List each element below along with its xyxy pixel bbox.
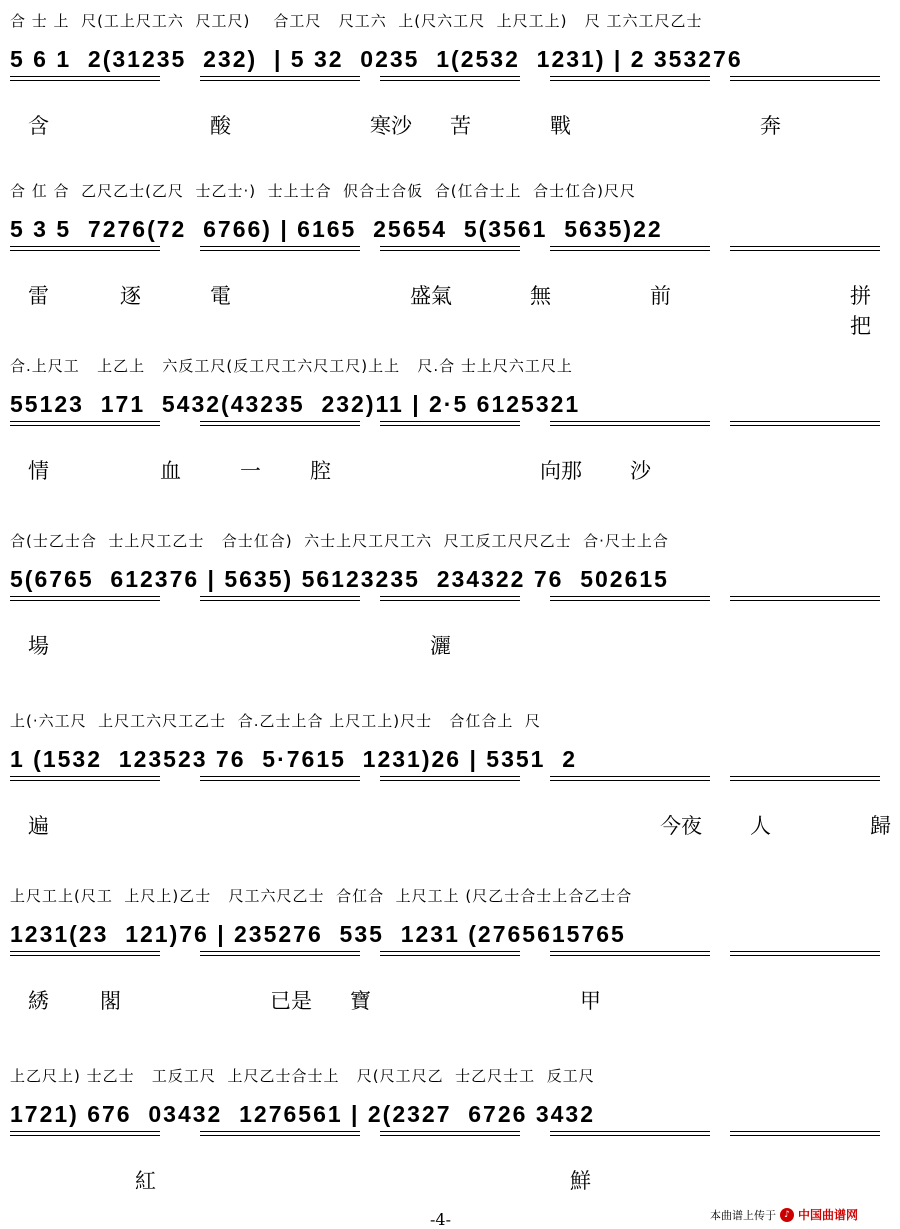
beam [380, 246, 520, 247]
beam [730, 421, 880, 422]
beam [10, 76, 160, 77]
beam [200, 421, 360, 422]
beam [380, 76, 520, 77]
lyric-syllable: 雷 [28, 284, 49, 308]
beam [10, 1135, 160, 1136]
beam [380, 425, 520, 426]
beam [550, 780, 710, 781]
site-logo-icon: ♪ [780, 1208, 794, 1222]
lyric-syllable: 已是 [270, 989, 312, 1013]
gongche-notation-line: 上尺工上(尺工 上尺上)乙士 尺工六尺乙士 合仜合 上尺工上 (尺乙士合士上合乙士合 [10, 887, 633, 905]
beam [550, 425, 710, 426]
jianpu-notation-line: 1231(23 121)76 | 235276 535 1231 (2765615765 [10, 921, 626, 947]
beam [550, 76, 710, 77]
beam [380, 600, 520, 601]
score-system [0, 710, 900, 860]
beam [10, 1131, 160, 1132]
lyric-syllable: 拼把 [850, 284, 871, 338]
beam [10, 425, 160, 426]
beam [380, 596, 520, 597]
lyric-syllable: 前 [650, 284, 671, 308]
gongche-notation-line: 合(士乙士合 士上尺工乙士 合士仜合) 六士上尺工尺工六 尺工反工尺尺乙士 合·尺士上合 [10, 532, 669, 550]
lyrics-line [10, 630, 890, 660]
beam-lines [10, 951, 890, 963]
lyric-syllable: 逐 [120, 284, 141, 308]
beam [380, 1131, 520, 1132]
lyric-syllable: 電 [210, 284, 231, 308]
lyric-syllable: 歸 [870, 814, 891, 838]
lyrics-line [10, 810, 890, 840]
jianpu-notation-line: 1 (1532 123523 76 5·7615 1231)26 | 5351 2 [10, 746, 578, 772]
lyric-syllable: 酸 [210, 114, 231, 138]
beam [550, 600, 710, 601]
beam [10, 955, 160, 956]
lyric-syllable: 閣 [100, 989, 121, 1013]
beam [380, 776, 520, 777]
beam [550, 951, 710, 952]
lyric-syllable: 遍 [28, 814, 49, 838]
lyric-syllable: 無 [530, 284, 551, 308]
site-logo-text: 中国曲谱网 [798, 1208, 859, 1222]
beam [200, 951, 360, 952]
beam [10, 80, 160, 81]
beam [200, 425, 360, 426]
lyric-syllable: 含 [28, 114, 49, 138]
beam [730, 951, 880, 952]
lyric-syllable: 苦 [450, 114, 471, 138]
lyrics-line [10, 985, 890, 1015]
lyrics-line [10, 1165, 890, 1195]
lyric-syllable: 人 [750, 814, 771, 838]
beam [550, 421, 710, 422]
score-system [0, 885, 900, 1035]
beam [550, 1131, 710, 1132]
beam [200, 955, 360, 956]
beam [550, 955, 710, 956]
score-system [0, 355, 900, 505]
beam [200, 246, 360, 247]
lyric-syllable: 情 [28, 459, 49, 483]
beam [380, 1135, 520, 1136]
jianpu-notation-line: 55123 171 5432(43235 232)11 | 2·5 6125321 [10, 391, 581, 417]
beam [730, 1135, 880, 1136]
beam [550, 250, 710, 251]
beam [730, 250, 880, 251]
lyric-syllable: 綉 [28, 989, 49, 1013]
score-system [0, 1065, 900, 1215]
beam [200, 1135, 360, 1136]
beam [200, 250, 360, 251]
lyric-syllable: 向那 [540, 459, 582, 483]
beam [730, 425, 880, 426]
beam [380, 955, 520, 956]
beam [10, 951, 160, 952]
lyric-syllable: 場 [28, 634, 49, 658]
beam [550, 596, 710, 597]
beam [10, 250, 160, 251]
lyric-syllable: 奔 [760, 114, 781, 138]
beam [200, 80, 360, 81]
jianpu-notation-line: 1721) 676 03432 1276561 | 2(2327 6726 3432 [10, 1101, 595, 1127]
gongche-notation-line: 上(·六工尺 上尺工六尺工乙士 合.乙士上合 上尺工上)尺士 合仜合上 尺 [10, 712, 541, 730]
credit-text: 本曲谱上传于 [710, 1208, 776, 1222]
beam-lines [10, 596, 890, 608]
beam [730, 596, 880, 597]
beam [200, 596, 360, 597]
lyric-syllable: 沙 [630, 459, 651, 483]
beam [10, 246, 160, 247]
beam-lines [10, 246, 890, 258]
beam [380, 250, 520, 251]
gongche-notation-line: 合 仜 合 乙尺乙士(乙尺 士乙士·) 士上士合 伬合士合仮 合(仜合士上 合士仜合)尺尺 [10, 182, 636, 200]
score-system [0, 530, 900, 680]
lyric-syllable: 紅 [135, 1169, 156, 1193]
lyric-syllable: 腔 [310, 459, 331, 483]
score-system [0, 10, 900, 160]
lyric-syllable: 寶 [350, 989, 371, 1013]
lyrics-line [10, 110, 890, 140]
beam [550, 1135, 710, 1136]
gongche-notation-line: 合 士 上 尺(工上尺工六 尺工尺) 合工尺 尺工六 上(尺六工尺 上尺工上) 尺 工六工尺乙士 [10, 12, 703, 30]
lyric-syllable: 鮮 [570, 1169, 591, 1193]
beam [550, 80, 710, 81]
score-system [0, 180, 900, 338]
beam [730, 776, 880, 777]
jianpu-notation-line: 5 3 5 7276(72 6766) | 6165 25654 5(3561 5635)22 [10, 216, 663, 242]
beam [10, 780, 160, 781]
beam [10, 421, 160, 422]
beam [550, 776, 710, 777]
beam-lines [10, 421, 890, 433]
credit-line [710, 1206, 858, 1223]
beam [730, 76, 880, 77]
lyric-syllable: 灑 [430, 634, 451, 658]
gongche-notation-line: 合.上尺工 上乙上 六反工尺(反工尺工六尺工尺)上上 尺.合 士上尺六工尺上 [10, 357, 573, 375]
page-number: -4- [430, 1210, 451, 1229]
beam [730, 780, 880, 781]
gongche-notation-line: 上乙尺上) 士乙士 工反工尺 上尺乙士合士上 尺(尺工尺乙 士乙尺士工 反工尺 [10, 1067, 595, 1085]
beam [730, 600, 880, 601]
jianpu-notation-line: 5 6 1 2(31235 232) | 5 32 0235 1(2532 1231) | 2 353276 [10, 46, 743, 72]
jianpu-notation-line: 5(6765 612376 | 5635) 56123235 234322 76 502615 [10, 566, 669, 592]
beam [200, 1131, 360, 1132]
beam [380, 421, 520, 422]
beam [200, 780, 360, 781]
beam [200, 600, 360, 601]
beam [730, 955, 880, 956]
beam [380, 780, 520, 781]
lyric-syllable: 血 [160, 459, 181, 483]
lyric-syllable: 戰 [550, 114, 571, 138]
beam [730, 80, 880, 81]
lyric-syllable: 寒沙 [370, 114, 412, 138]
beam [730, 246, 880, 247]
beam [10, 596, 160, 597]
lyrics-line [10, 280, 890, 338]
beam [200, 76, 360, 77]
lyrics-line [10, 455, 890, 485]
beam [550, 246, 710, 247]
beam-lines [10, 776, 890, 788]
beam [200, 776, 360, 777]
lyric-syllable: 一 [240, 459, 261, 483]
lyric-syllable: 盛氣 [410, 284, 452, 308]
beam [380, 951, 520, 952]
beam [730, 1131, 880, 1132]
beam [10, 600, 160, 601]
beam [380, 80, 520, 81]
beam [10, 776, 160, 777]
lyric-syllable: 今夜 [660, 814, 702, 838]
lyric-syllable: 甲 [580, 989, 601, 1013]
beam-lines [10, 76, 890, 88]
beam-lines [10, 1131, 890, 1143]
